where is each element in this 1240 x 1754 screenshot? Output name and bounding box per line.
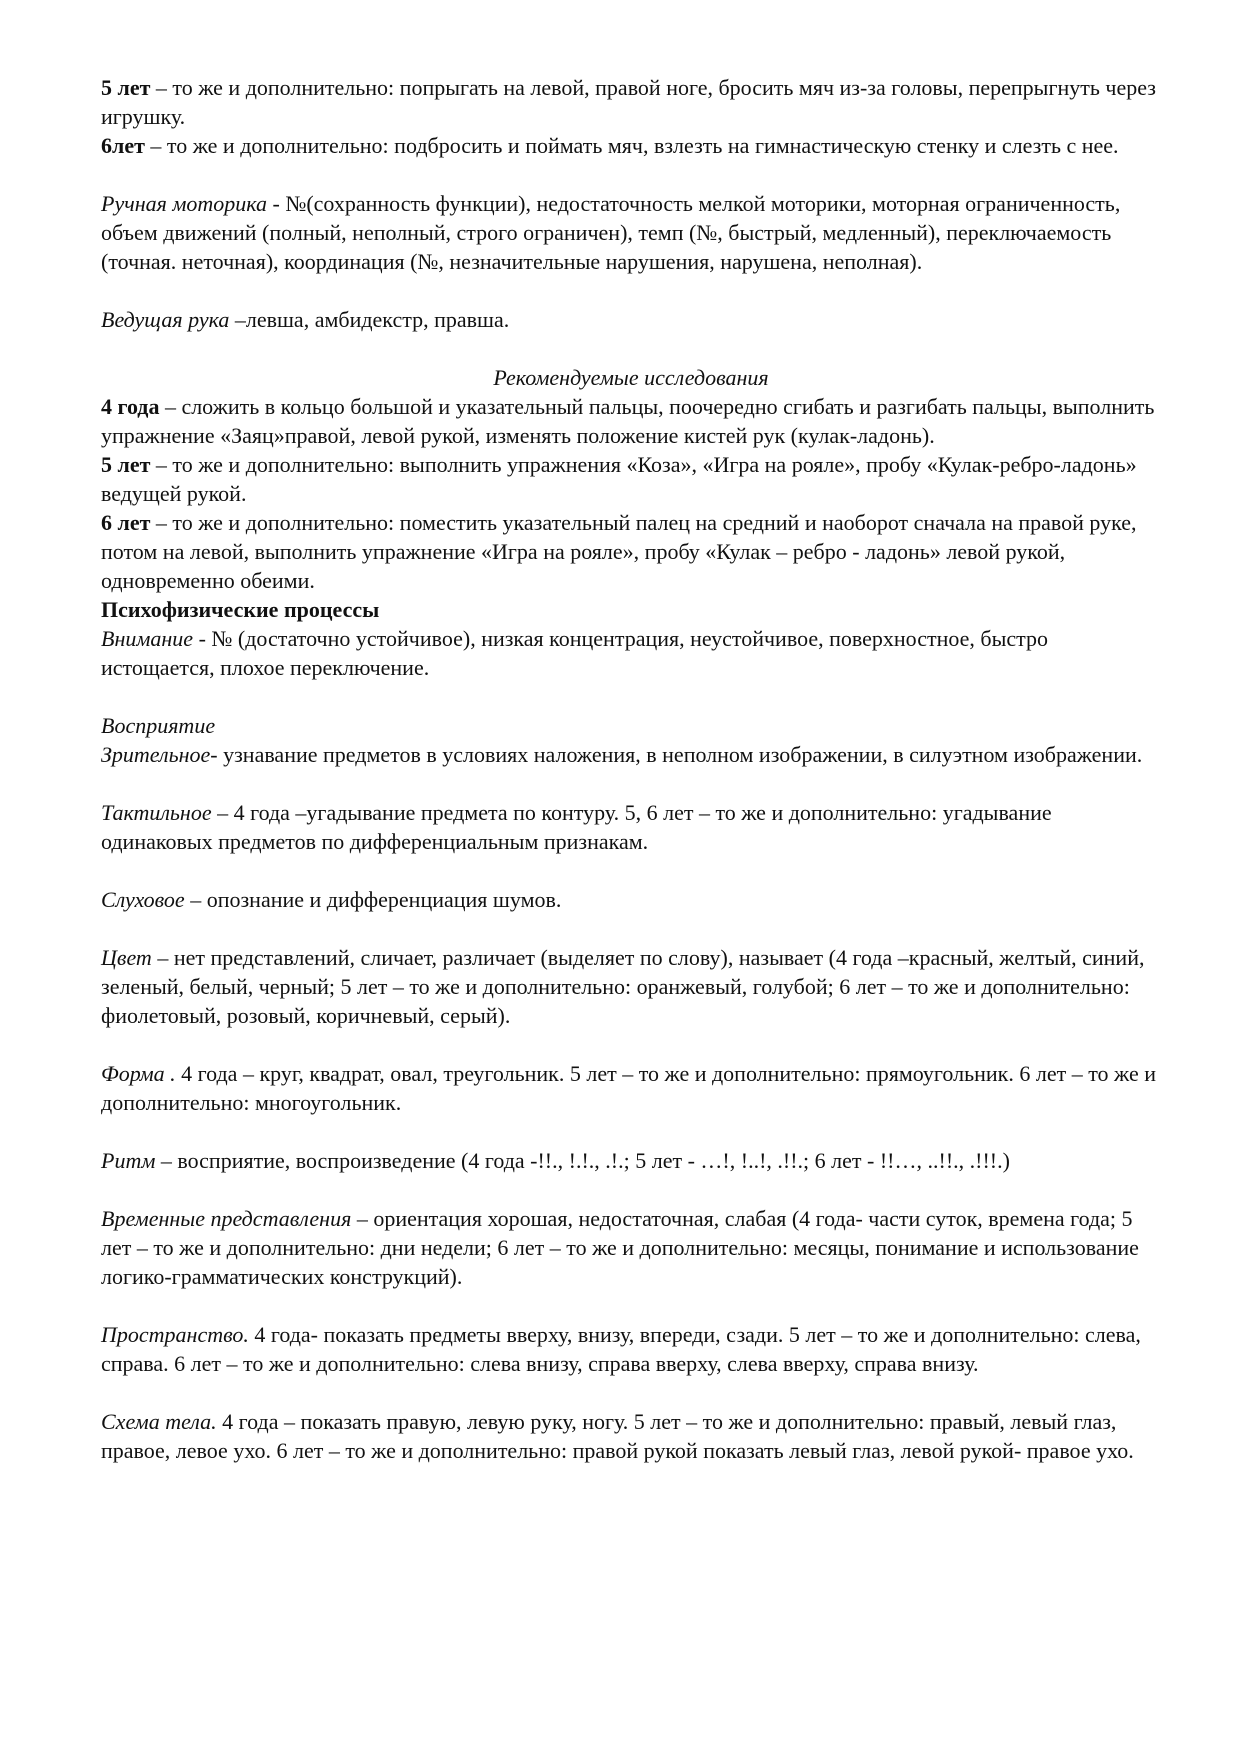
term-label: Тактильное bbox=[101, 800, 212, 825]
paragraph-5-years-fingers bbox=[101, 450, 1161, 508]
paragraph-text: 4 года – круг, квадрат, овал, треугольник. 5 лет – то же и дополнительно: прямоугольник. 6 лет – то же и дополнительно: многоугольник. bbox=[101, 1061, 1156, 1115]
paragraph-text: – сложить в кольцо большой и указательный пальцы, поочередно сгибать и разгибать пальцы, выполнить упражнение «Заяц»правой, левой рукой, изменять положение кистей рук (кулак-ладонь). bbox=[101, 394, 1155, 448]
age-label: 4 года bbox=[101, 394, 160, 419]
paragraph-text: 4 года- показать предметы вверху, внизу, впереди, сзади. 5 лет – то же и дополнительно: слева, справа. 6 лет – то же и дополнительно: слева внизу, справа вверху, слева вверху, справа внизу. bbox=[101, 1322, 1141, 1376]
paragraph-text: – то же и дополнительно: подбросить и поймать мяч, взлезть на гимнастическую стенку и слезть с нее. bbox=[144, 133, 1119, 158]
paragraph-text: - № (достаточно устойчивое), низкая концентрация, неустойчивое, поверхностное, быстро истощается, плохое переключение. bbox=[101, 626, 1049, 680]
term-label: Временные представления bbox=[101, 1206, 352, 1231]
paragraph-text: – восприятие, воспроизведение (4 года -!!., !.!., .!.; 5 лет - …!, !..!, .!!.; 6 лет - !!…, ..!!., .!!!.) bbox=[155, 1148, 1010, 1173]
paragraph-rhythm bbox=[101, 1146, 1161, 1175]
paragraph-body-scheme bbox=[101, 1407, 1161, 1465]
paragraph-auditory bbox=[101, 885, 1161, 914]
paragraph-text: - №(сохранность функции), недостаточность мелкой моторики, моторная ограниченность, объем движений (полный, неполный, строго ограничен), темп (№, быстрый, медленный), переключаемость (точная. неточная), координация (№, незначительные нарушения, нарушена, неполная). bbox=[101, 191, 1121, 274]
term-label: Ритм bbox=[101, 1148, 156, 1173]
paragraph-shape bbox=[101, 1059, 1161, 1117]
subheading-perception: Восприятие bbox=[101, 713, 216, 738]
age-label: 5 лет bbox=[101, 75, 151, 100]
age-label: 6лет bbox=[101, 133, 145, 158]
term-label: Ведущая рука bbox=[101, 307, 230, 332]
term-label: Зрительное bbox=[101, 742, 211, 767]
paragraph-6-years-movements bbox=[101, 131, 1161, 160]
term-label: Цвет bbox=[101, 945, 152, 970]
term-label: Схема тела. bbox=[101, 1409, 217, 1434]
paragraph-text: –левша, амбидекстр, правша. bbox=[229, 307, 510, 332]
paragraph-text: – то же и дополнительно: выполнить упражнения «Коза», «Игра на рояле», пробу «Кулак-ребро-ладонь» ведущей рукой. bbox=[101, 452, 1137, 506]
paragraph-text: – 4 года –угадывание предмета по контуру. 5, 6 лет – то же и дополнительно: угадывание одинаковых предметов по дифференциальным признакам. bbox=[101, 800, 1052, 854]
paragraph-text: – то же и дополнительно: попрыгать на левой, правой ноге, бросить мяч из-за головы, перепрыгнуть через игрушку. bbox=[101, 75, 1156, 129]
paragraph-text: – ориентация хорошая, недостаточная, слабая (4 года- части суток, времена года; 5 лет – то же и дополнительно: дни недели; 6 лет – то же и дополнительно: месяцы, понимание и использование логико-грамматических конструкций). bbox=[101, 1206, 1139, 1289]
paragraph-text: 4 года – показать правую, левую руку, ногу. 5 лет – то же и дополнительно: правый, левый глаз, правое, левое ухо. 6 лет – то же и дополнительно: правой рукой показать левый глаз, левой рукой- правое ухо. bbox=[101, 1409, 1134, 1463]
section-heading-recommended: Рекомендуемые исследования bbox=[493, 365, 769, 390]
age-label: 6 лет bbox=[101, 510, 151, 535]
term-label: Слуховое bbox=[101, 887, 185, 912]
paragraph-color bbox=[101, 943, 1161, 1030]
paragraph-5-years-movements bbox=[101, 73, 1161, 131]
document-page bbox=[101, 73, 1161, 1465]
paragraph-4-years-fingers bbox=[101, 392, 1161, 450]
term-label: Форма . bbox=[101, 1061, 176, 1086]
paragraph-tactile bbox=[101, 798, 1161, 856]
paragraph-visual bbox=[101, 740, 1161, 769]
paragraph-text: – нет представлений, сличает, различает (выделяет по слову), называет (4 года –красный, желтый, синий, зеленый, белый, черный; 5 лет – то же и дополнительно: оранжевый, голубой; 6 лет – то же и дополнительно: фиолетовый, розовый, коричневый, серый). bbox=[101, 945, 1145, 1028]
term-label: Пространство. bbox=[101, 1322, 249, 1347]
paragraph-time-concepts bbox=[101, 1204, 1161, 1291]
term-label: Внимание bbox=[101, 626, 194, 651]
paragraph-text: – опознание и дифференциация шумов. bbox=[184, 887, 562, 912]
age-label: 5 лет bbox=[101, 452, 151, 477]
paragraph-manual-motor bbox=[101, 189, 1161, 276]
term-label: Ручная моторика bbox=[101, 191, 268, 216]
paragraph-6-years-fingers bbox=[101, 508, 1161, 595]
paragraph-space bbox=[101, 1320, 1161, 1378]
paragraph-leading-hand bbox=[101, 305, 1161, 334]
paragraph-text: – то же и дополнительно: поместить указательный палец на средний и наоборот сначала на правой руке, потом на левой, выполнить упражнение «Игра на рояле», пробу «Кулак – ребро - ладонь» левой рукой, одновременно обеими. bbox=[101, 510, 1137, 593]
paragraph-attention bbox=[101, 624, 1161, 682]
paragraph-text: - узнавание предметов в условиях наложения, в неполном изображении, в силуэтном изображении. bbox=[210, 742, 1143, 767]
section-heading-psychophysical: Психофизические процессы bbox=[101, 597, 380, 622]
